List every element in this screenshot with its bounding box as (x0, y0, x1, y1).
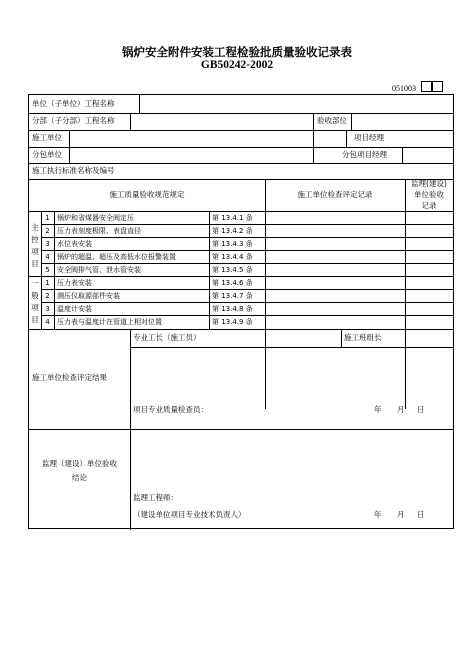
acceptance-form-table (28, 94, 454, 529)
sub-project-manager-label: 分包项目经理 (342, 150, 387, 159)
acceptance-part-field[interactable] (354, 115, 450, 128)
form-title: 锅炉安全附件安装工程检验批质量验收记录表 (122, 45, 352, 59)
sub-project-label: 分部（子分部）工程名称 (32, 116, 115, 125)
general-item-clause: 第 13.4.6 条 (212, 279, 253, 287)
general-item-name: 压力表安装 (57, 279, 92, 287)
sub-project-field[interactable] (133, 115, 311, 128)
general-items-label-4: 目 (31, 315, 39, 324)
contractor-year: 年 (374, 405, 382, 414)
supervisor-day: 日 (417, 510, 425, 519)
project-manager-label: 项目经理 (354, 133, 384, 142)
main-items-label-3: 项 (31, 247, 39, 256)
foreman-field[interactable] (225, 332, 263, 345)
main-item-no: 4 (45, 253, 50, 261)
main-item-name: 水位表安装 (57, 240, 92, 248)
contractor-day: 日 (417, 405, 425, 414)
unit-project-field[interactable] (141, 98, 449, 111)
quality-inspector-label: 项目专业质量检查员： (133, 405, 208, 414)
contractor-eval-label: 施工单位检查评定结果 (32, 373, 107, 382)
main-item-clause: 第 13.4.2 条 (212, 227, 253, 235)
foreman-signature-field[interactable] (269, 332, 339, 345)
general-items-label-1: 一 (31, 279, 39, 288)
general-items-label-2: 般 (31, 291, 39, 300)
foreman-label: 专业工长（施工员） (133, 333, 201, 342)
supervisor-column-header-line1: 监理(建设) (411, 179, 447, 188)
general-item-clause: 第 13.4.7 条 (212, 292, 253, 300)
supervisor-column-header-line3: 记录 (421, 201, 437, 210)
main-items-label-4: 目 (31, 259, 39, 268)
main-items-label-2: 控 (31, 235, 39, 244)
client-representative-label: （建设单位项目专业技术负责人） (133, 510, 246, 519)
supervisor-eval-label-line2: 结论 (72, 473, 87, 482)
project-manager-field[interactable] (399, 132, 451, 145)
supervising-engineer-label: 监理工程师： (133, 493, 178, 502)
main-item-no: 5 (45, 266, 50, 274)
general-item-clause: 第 13.4.8 条 (212, 305, 253, 313)
contractor-label: 施工单位 (32, 133, 62, 142)
team-leader-label: 施工班组长 (344, 333, 382, 342)
contractor-month: 月 (397, 405, 405, 414)
main-item-no: 1 (45, 214, 50, 222)
main-item-clause: 第 13.4.1 条 (212, 214, 253, 222)
general-item-name: 测压仪取源部件安装 (57, 292, 120, 300)
general-item-no: 1 (45, 279, 50, 287)
unit-project-label: 单位（子单位）工程名称 (32, 99, 115, 108)
general-item-name: 温度计安装 (57, 305, 92, 313)
acceptance-part-label: 验收部位 (317, 116, 347, 125)
general-item-no: 2 (45, 292, 50, 300)
form-code-box-1[interactable] (421, 81, 432, 92)
main-item-no: 2 (45, 227, 50, 235)
main-item-clause: 第 13.4.3 条 (212, 240, 253, 248)
form-code-box-2[interactable] (432, 81, 443, 92)
main-item-clause: 第 13.4.4 条 (212, 253, 253, 261)
supervisor-year: 年 (374, 510, 382, 519)
main-item-no: 3 (45, 240, 50, 248)
main-item-name: 压力表刻度极限、表盘直径 (57, 227, 141, 235)
form-code: 051003 (392, 84, 416, 93)
main-item-name: 锅炉和省煤器安全阀定压 (57, 214, 134, 222)
standard-code: GB50242-2002 (200, 59, 274, 71)
general-items-label-3: 项 (31, 303, 39, 312)
spec-column-header: 施工质量验收规范规定 (109, 190, 185, 199)
general-item-name: 压力表与温度计在管道上相对位置 (57, 318, 162, 326)
standard-name-field[interactable] (133, 165, 451, 178)
general-item-no: 3 (45, 305, 50, 313)
main-item-clause: 第 13.4.5 条 (212, 266, 253, 274)
general-item-no: 4 (45, 318, 50, 326)
team-leader-field[interactable] (397, 332, 451, 345)
contractor-field[interactable] (72, 132, 310, 145)
main-item-name: 锅炉的超温、超压及高低水位报警装置 (57, 253, 176, 261)
contractor-eval-result-field[interactable] (133, 349, 451, 401)
sub-project-manager-field[interactable] (405, 149, 451, 162)
supervisor-conclusion-field[interactable] (133, 432, 451, 488)
supervisor-column-header-line2: 单位验收 (414, 190, 444, 199)
main-items-label-1: 主 (31, 223, 39, 232)
supervisor-month: 月 (397, 510, 405, 519)
subcontractor-field[interactable] (72, 149, 310, 162)
contractor-check-column-header: 施工单位检查评定记录 (297, 190, 373, 199)
general-item-clause: 第 13.4.9 条 (212, 318, 253, 326)
subcontractor-label: 分包单位 (32, 150, 62, 159)
main-item-name: 安全阀排气管、泄水管安装 (57, 266, 141, 274)
standard-name-label: 施工执行标准名称及编号 (32, 166, 115, 175)
supervisor-eval-label-line1: 监理（建设）单位验收 (42, 459, 117, 468)
